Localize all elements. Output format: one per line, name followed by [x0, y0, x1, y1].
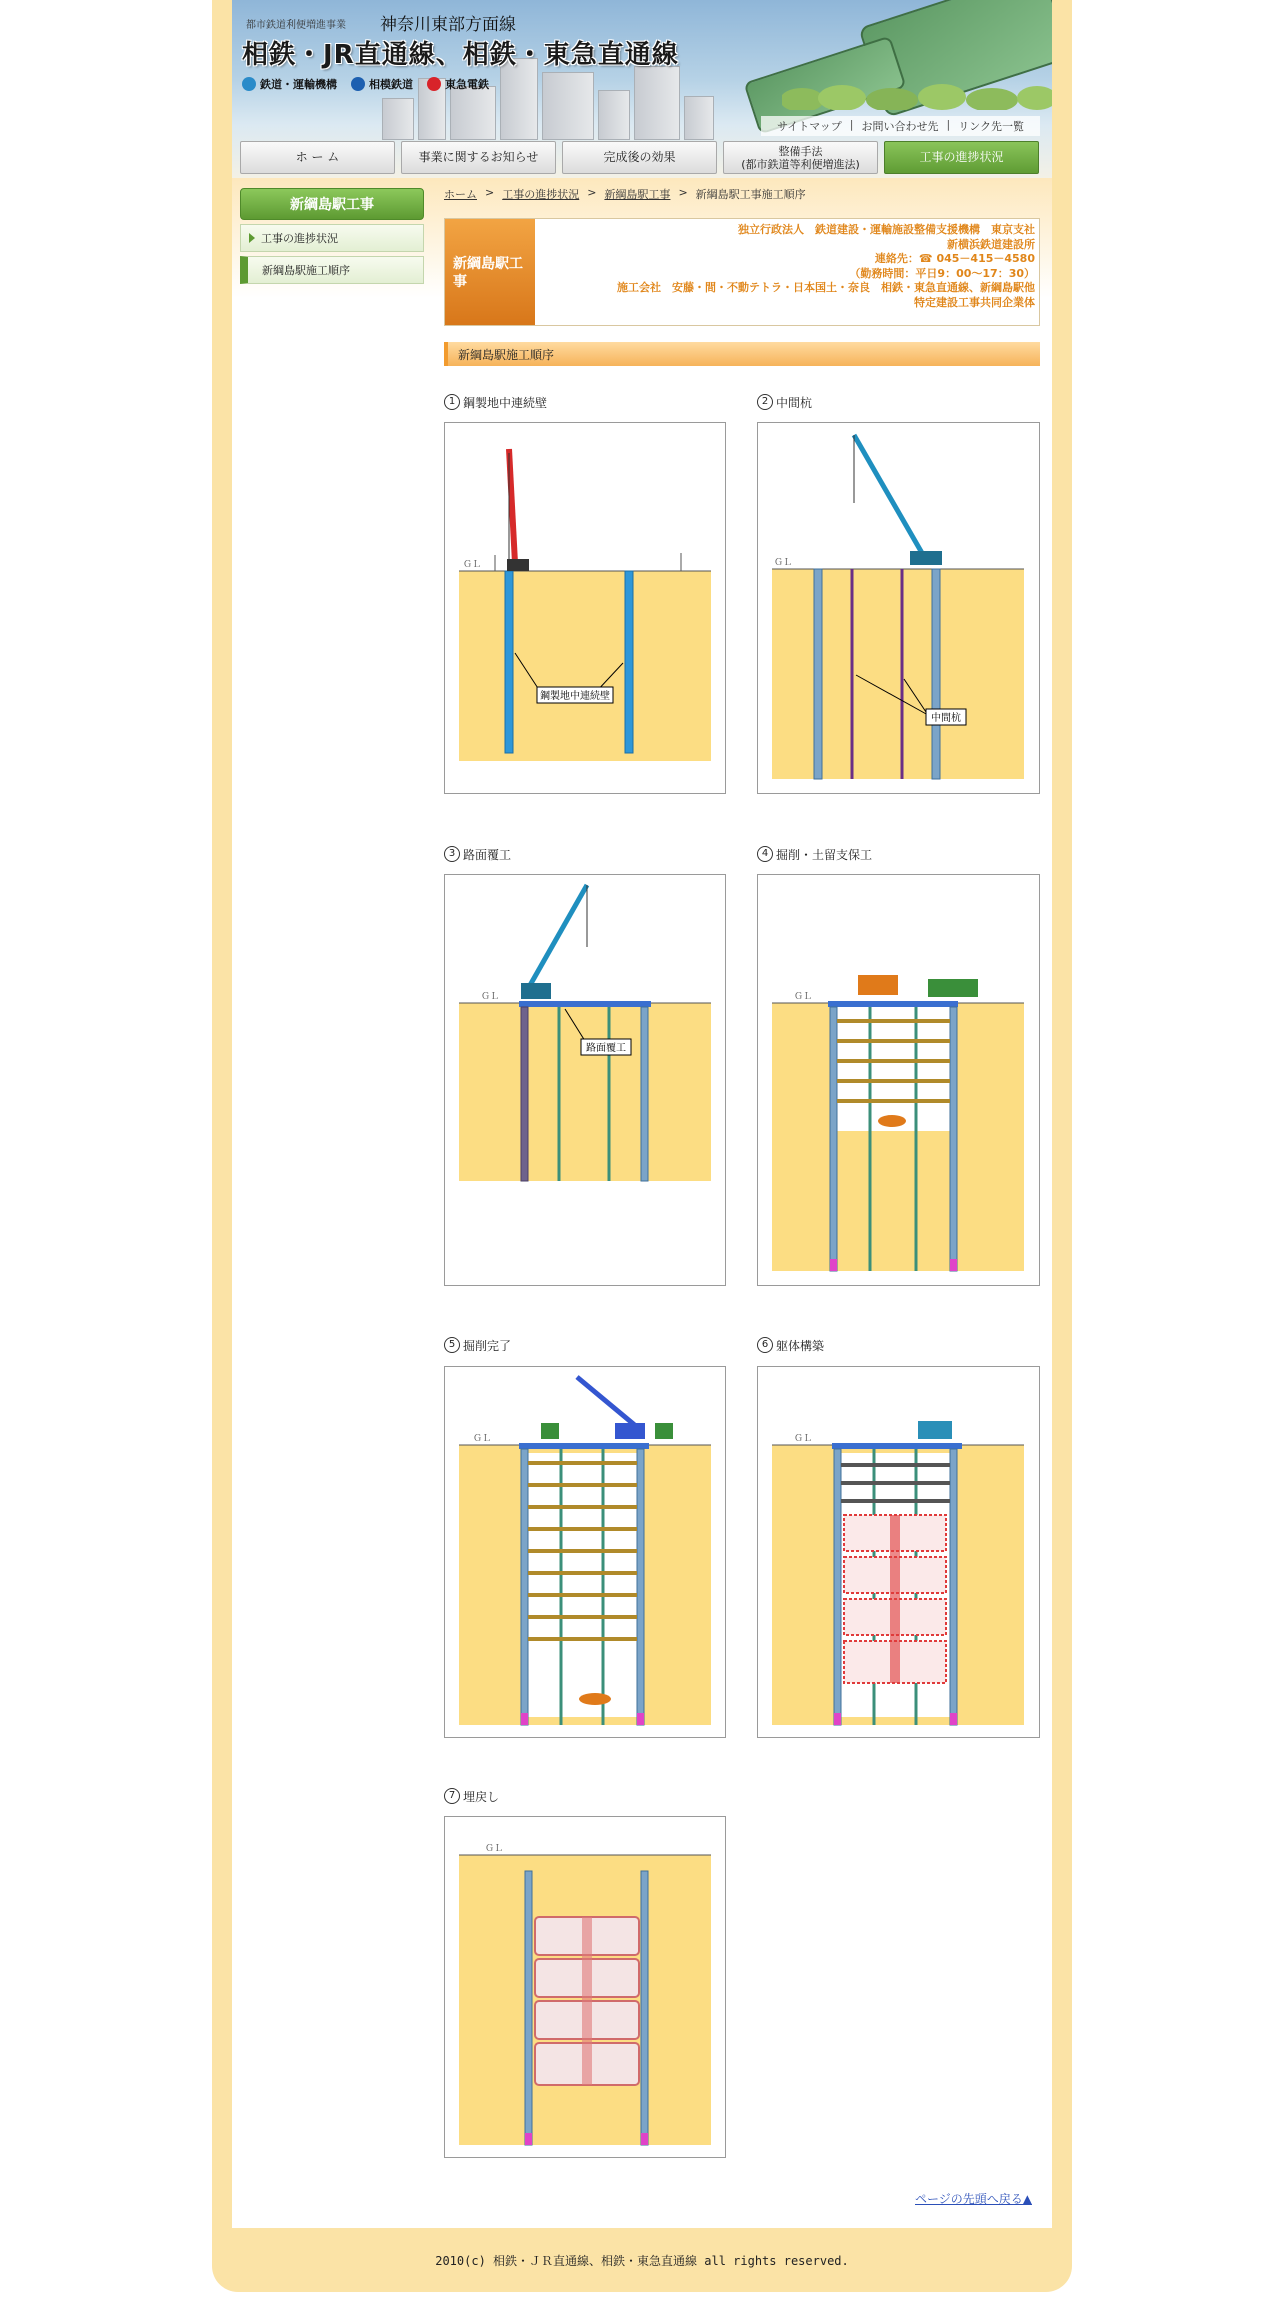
partner-logos [242, 76, 489, 92]
sidebar-title[interactable]: 新綱島駅工事 [240, 188, 424, 220]
arrow-right-icon [249, 233, 255, 243]
step-label-7: 7 埋戻し [444, 1787, 499, 1805]
project-info-box [444, 218, 1040, 326]
links-link[interactable]: リンク先一覧 [958, 120, 1024, 133]
sidebar-item-progress[interactable] [240, 224, 424, 252]
breadcrumb-progress[interactable]: 工事の進捗状況 [502, 188, 580, 201]
step-label-6: 6 躯体構築 [757, 1336, 824, 1354]
step-label-5: 5 掘削完了 [444, 1336, 511, 1354]
info-line: 独立行政法人 鉄道建設・運輸施設整備支援機構 東京支社 [738, 223, 1035, 236]
contact-info [617, 223, 1035, 311]
breadcrumb-separator: > [485, 186, 495, 199]
utility-nav: サイトマップ | お問い合わせ先 | リンク先一覧 [761, 116, 1040, 136]
footer-copyright: 2010(c) 相鉄・ＪＲ直通線、相鉄・東急直通線 all rights reserved. [435, 2253, 849, 2268]
step-diagram-4 [757, 874, 1040, 1286]
svg-text:ＧＬ: ＧＬ [794, 992, 813, 1002]
breadcrumb-current: 新綱島駅工事施工順序 [695, 188, 806, 201]
site-title[interactable]: 相鉄・JR直通線、相鉄・東急直通線 [242, 40, 679, 70]
sidebar-item-label: 工事の進捗状況 [261, 232, 338, 245]
step-diagram-2 [757, 422, 1040, 794]
svg-text:ＧＬ: ＧＬ [473, 1434, 492, 1444]
breadcrumb-separator: > [678, 186, 688, 199]
svg-text:ＧＬ: ＧＬ [485, 1844, 504, 1854]
info-line: （勤務時間：平日9：00～17：30） [849, 266, 1035, 280]
info-line: 施工会社 安藤・間・不動テトラ・日本国土・奈良 相鉄・東急直通線、新綱島駅他 [617, 281, 1035, 295]
tokyu-logo[interactable]: 東急電鉄 [427, 76, 489, 92]
sitemap-link[interactable]: サイトマップ [776, 120, 842, 133]
step-diagram-7 [444, 1816, 726, 2158]
step-diagram-3 [444, 874, 726, 1286]
header-caption: 都市鉄道利便増進事業 [246, 20, 346, 31]
breadcrumb [444, 186, 806, 202]
sidebar-item-sequence[interactable] [240, 256, 424, 284]
step-label-3: 3 路面覆工 [444, 845, 511, 863]
step-label-2: 2 中間杭 [757, 393, 812, 411]
breadcrumb-home[interactable]: ホーム [444, 188, 477, 201]
main-nav [240, 141, 1040, 174]
info-line: 連絡先：☎ 045－415－4580 [874, 252, 1035, 266]
nav-effects[interactable]: 完成後の効果 [562, 141, 717, 174]
svg-text:ＧＬ: ＧＬ [774, 558, 793, 568]
sotetsu-logo[interactable]: 相模鉄道 [351, 76, 413, 92]
step-label-1: 1 鋼製地中連続壁 [444, 393, 547, 411]
nav-method[interactable]: 整備手法 (都市鉄道等利便増進法) [723, 141, 878, 174]
jrtt-logo[interactable]: 鉄道・運輸機構 [242, 76, 337, 92]
nav-progress[interactable]: 工事の進捗状況 [884, 141, 1039, 174]
back-to-top-link[interactable]: ページの先頭へ戻る▲ [915, 2192, 1032, 2206]
step-diagram-6 [757, 1366, 1040, 1738]
project-label: 新綱島駅工事 [445, 219, 535, 325]
svg-text:ＧＬ: ＧＬ [794, 1434, 813, 1444]
header-line-name: 神奈川東部方面線 [380, 15, 516, 35]
trees-illustration [782, 70, 1052, 110]
breadcrumb-station[interactable]: 新綱島駅工事 [604, 188, 671, 201]
step-diagram-5 [444, 1366, 726, 1738]
step-label-4: 4 掘削・土留支保工 [757, 845, 872, 863]
info-line: 特定建設工事共同企業体 [914, 295, 1035, 309]
info-line: 新横浜鉄道建設所 [947, 237, 1035, 251]
svg-text:中間杭: 中間杭 [931, 713, 961, 724]
contact-link[interactable]: お問い合わせ先 [861, 120, 939, 133]
svg-text:ＧＬ: ＧＬ [481, 992, 500, 1002]
svg-text:鋼製地中連続壁: 鋼製地中連続壁 [540, 691, 610, 702]
step-diagram-1 [444, 422, 726, 794]
sidebar-item-label: 新綱島駅施工順序 [262, 264, 350, 277]
sidebar [240, 188, 424, 284]
nav-notices[interactable]: 事業に関するお知らせ [401, 141, 556, 174]
svg-text:路面覆工: 路面覆工 [586, 1043, 626, 1054]
section-title: 新綱島駅施工順序 [444, 342, 1040, 366]
breadcrumb-separator: > [587, 186, 597, 199]
svg-text:ＧＬ: ＧＬ [463, 560, 482, 570]
nav-home[interactable]: ホ ー ム [240, 141, 395, 174]
